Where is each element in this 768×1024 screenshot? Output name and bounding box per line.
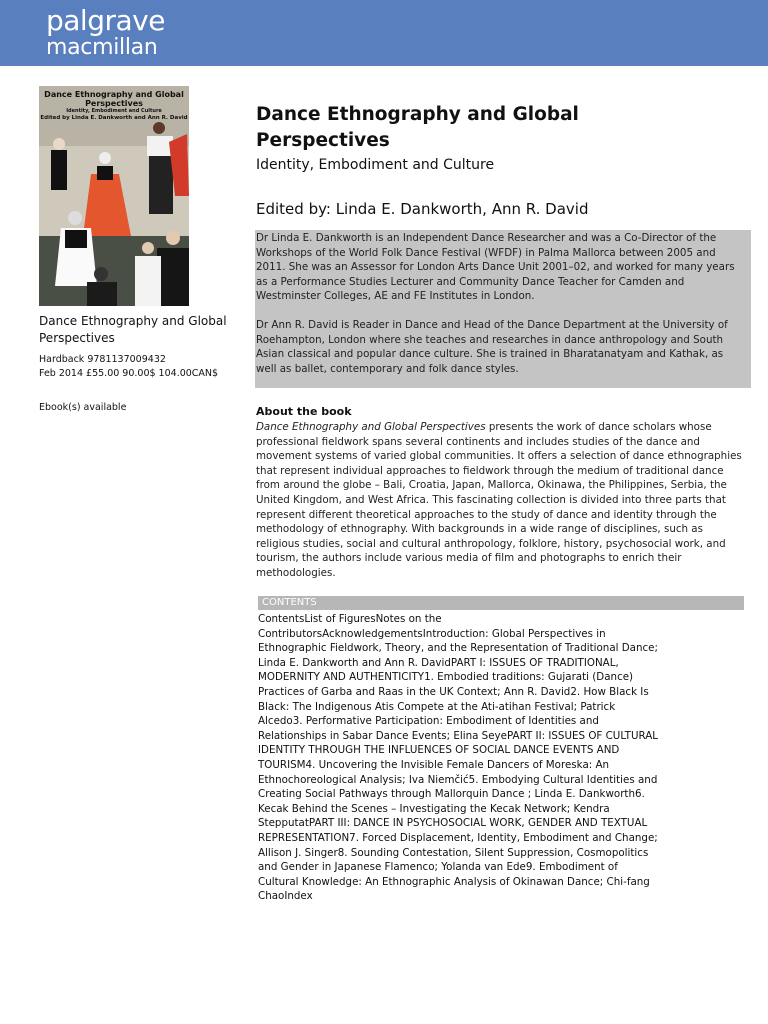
about-heading: About the book <box>256 405 352 418</box>
editor-bio-david: Dr Ann R. David is Reader in Dance and Head of the Dance Department at the University of Roehampton, London where she teaches and researches in dance anthropology and South Asian classical and popular dance culture. She is trained in Bharatanatyam and Kathak, as well as ballet, contemporary and folk dance styles. <box>256 319 728 375</box>
contents-label: CONTENTS <box>262 597 317 608</box>
about-text <box>256 420 746 581</box>
book-subtitle: Identity, Embodiment and Culture <box>256 157 495 173</box>
about-description: presents the work of dance scholars whose professional fieldwork spans several continents and includes studies of the dance and movement systems of varied global communities. It offers a selection of dance ethnographies that represent individual approaches to fieldwork through the medium of traditional dance from around the globe – Bali, Croatia, Japan, Mallorca, Okinawa, the Philippines, Serbia, the United Kingdom, and West Africa. This fascinating collection is divided into three parts that represent different theoretical approaches to the study of dance and identity through the methodology of ethnography. With backgrounds in a wide range of disciplines, such as religious studies, social and cultural anthropology, folklore, history, psychosocial work, and tourism, the authors include various media of film and photographs to enrich their methodologies. <box>256 421 742 579</box>
book-title: Dance Ethnography and Global Perspectives <box>256 104 579 151</box>
contents-header-bar <box>258 596 744 610</box>
logo-line-1: palgrave <box>46 4 165 37</box>
editor-bio-dankworth: Dr Linda E. Dankworth is an Independent Dance Researcher and was a Co-Director of the Workshops of the World Folk Dance Festival (WFDF) in Palma Mallorca between 2005 and 2011. She was an Assessor for London Arts Dance Unit 2001–02, and worked for many years as a Performance Studies Lecturer and Community Dance Teacher for Camden and Westminster Colleges, AE and FE Institutes in London. <box>256 232 735 303</box>
logo-line-2: macmillan <box>46 35 158 60</box>
book-cover-image <box>39 86 189 306</box>
cover-title: Dance Ethnography and Global Perspectives <box>44 90 184 108</box>
cover-editors: Edited by Linda E. Dankworth and Ann R. David <box>40 115 188 121</box>
sidebar-price: Feb 2014 £55.00 90.00$ 104.00CAN$ <box>39 368 219 379</box>
about-book-title: Dance Ethnography and Global Perspectives <box>256 421 486 433</box>
table-of-contents: ContentsList of FiguresNotes on the ContributorsAcknowledgementsIntroduction: Global Perspectives in Ethnographic Fieldwork, Theory, and the Representation of Traditional Dance; Linda E. Dankworth and Ann R. DavidPART I: ISSUES OF TRADITIONAL, MODERNITY AND AUTHENTICITY1. Embodied traditions: Gujarati (Dance) Practices of Garba and Raas in the UK Context; Ann R. David2. How Black Is Black: The Indigenous Atis Compete at the Ati-atihan Festival; Patrick Alcedo3. Performative Participation: Embodiment of Identities and Relationships in Sabar Dance Events; Elina SeyePART II: ISSUES OF CULTURAL IDENTITY THROUGH THE INFLUENCES OF SOCIAL DANCE EVENTS AND TOURISM4. Uncovering the Invisible Female Dancers of Moreska: An Ethnochoreological Analysis; Iva Niemčić5. Embodying Cultural Identities and Creating Social Pathways through Mallorquin Dance ; Linda E. Dankworth6. Kecak Behind the Scenes – Investigating the Kecak Network; Kendra StepputatPART III: DANCE IN PSYCHOSOCIAL WORK, GENDER AND TEXTUAL REPRESENTATION7. Forced Displacement, Identity, Embodiment and Change; Allison J. Singer8. Sounding Contestation, Silent Suppression, Cosmopolitics and Gender in Japanese Flamenco; Yolanda van Ede9. Embodiment of Cultural Knowledge: An Ethnographic Analysis of Okinawan Dance; Chi-fang ChaoIndex <box>258 613 659 903</box>
cover-text <box>39 90 189 122</box>
publisher-header <box>0 0 768 66</box>
sidebar-format: Hardback 9781137009432 <box>39 354 166 365</box>
cover-subtitle: Identity, Embodiment and Culture <box>66 108 162 114</box>
sidebar-ebook-availability[interactable]: Ebook(s) available <box>39 402 127 413</box>
publisher-logo[interactable] <box>46 6 165 60</box>
book-editors: Edited by: Linda E. Dankworth, Ann R. David <box>256 200 589 218</box>
sidebar-book-title: Dance Ethnography and Global Perspectives <box>39 314 227 345</box>
